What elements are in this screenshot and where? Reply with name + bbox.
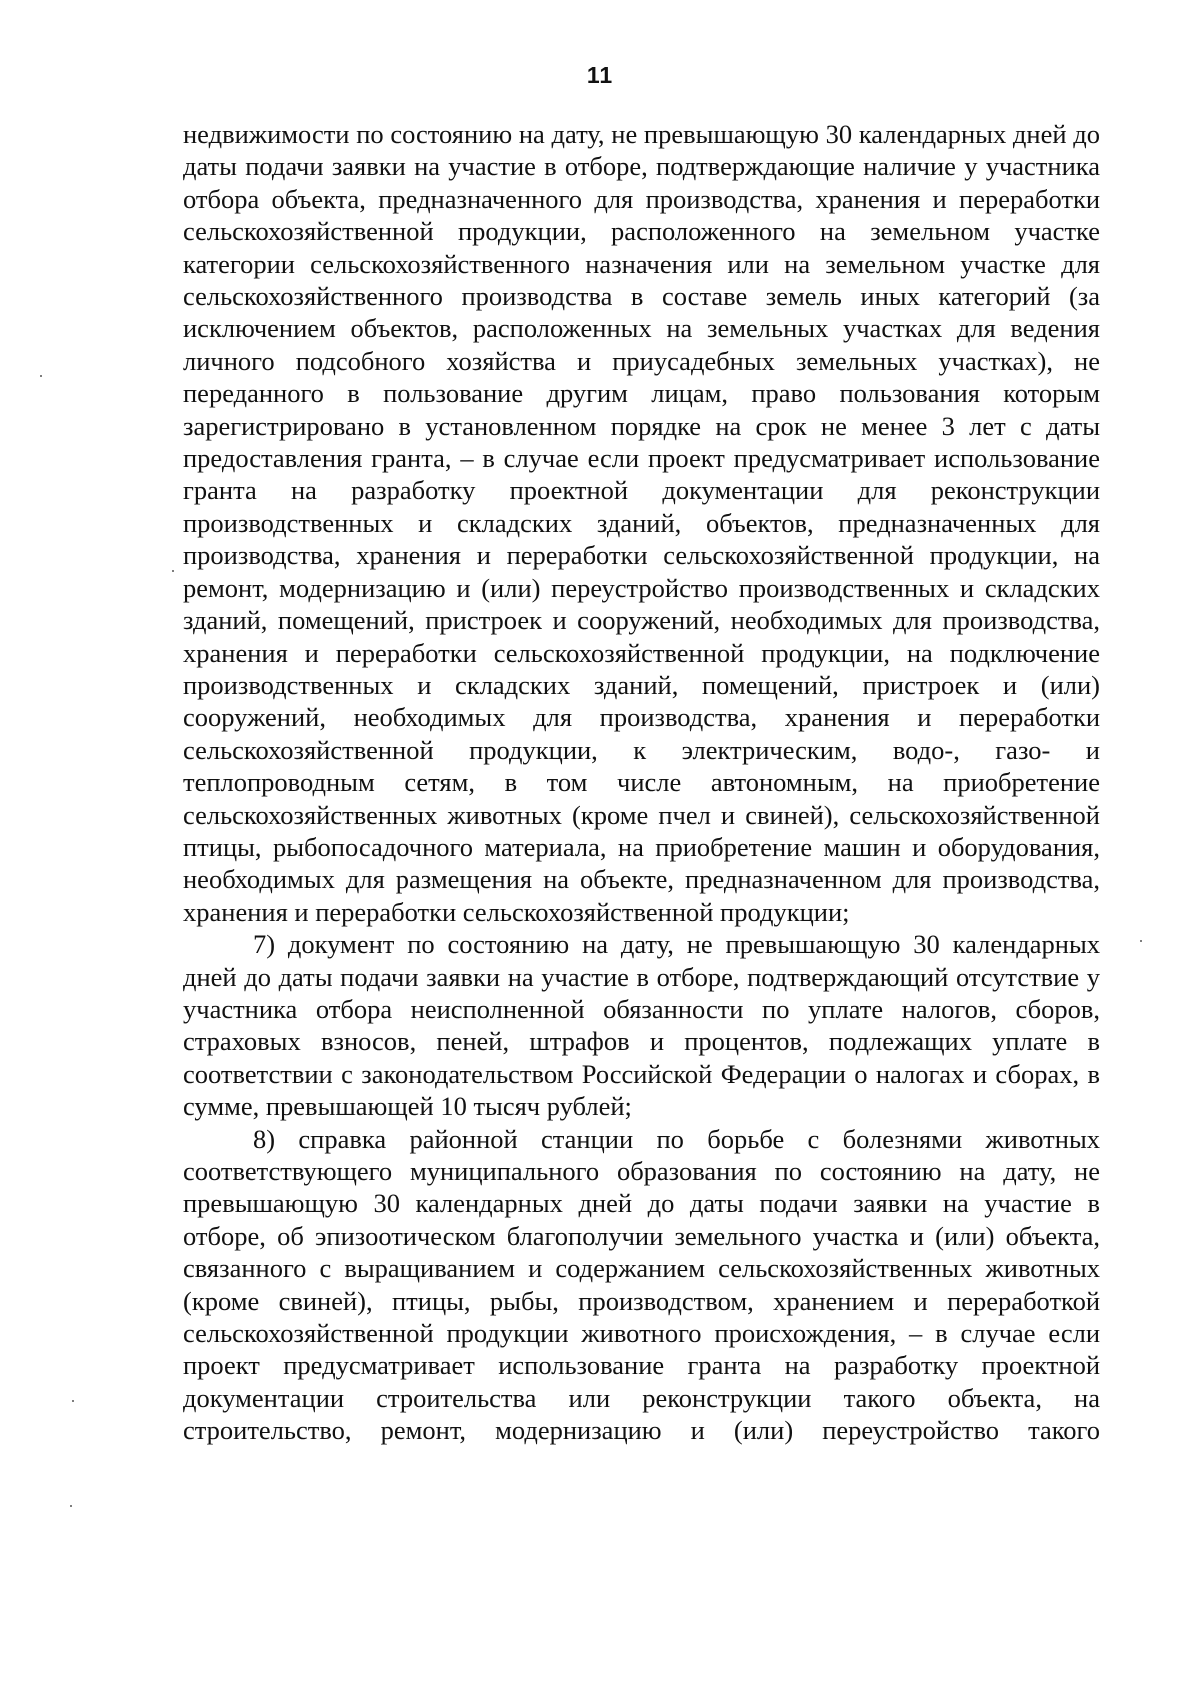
paragraph-item-8: 8) справка районной станции по борьбе с болезнями животных соответствующего муниципального образования по состоянию на дату, не превышающую 30 календарных дней до даты подачи заявки на участие в отборе, об эпизоотическом благополучии земельного участка и (или) объекта, связанного с выращиванием и содержанием сельскохозяйственных животных (кроме свиней), птицы, рыбы, производством, хранением и переработкой сельскохозяйственной продукции животного происхождения, – в случае если проект предусматривает использование гранта на разработку проектной документации строительства или реконструкции такого объекта, на строительство, ремонт, модернизацию и (или) переустройство такого — [183, 1123, 1100, 1446]
paragraph-continuation: недвижимости по состоянию на дату, не превышающую 30 календарных дней до даты подачи заявки на участие в отборе, подтверждающие наличие у участника отбора объекта, предназначенного для производства, хранения и переработки сельскохозяйственной продукции, расположенного на земельном участке категории сельскохозяйственного назначения или на земельном участке для сельскохозяйственного производства в составе земель иных категорий (за исключением объектов, расположенных на земельных участках для ведения личного подсобного хозяйства и приусадебных земельных участках), не переданного в пользование другим лицам, право пользования которым зарегистрировано в установленном порядке на срок не менее 3 лет с даты предоставления гранта, – в случае если проект предусматривает использование гранта на разработку проектной документации для реконструкции производственных и складских зданий, объектов, предназначенных для производства, хранения и переработки сельскохозяйственной продукции, на ремонт, модернизацию и (или) переустройство производственных и складских зданий, помещений, пристроек и сооружений, необходимых для производства, хранения и переработки сельскохозяйственной продукции, на подключение производственных и складских зданий, помещений, пристроек и (или) сооружений, необходимых для производства, хранения и переработки сельскохозяйственной продукции, к электрическим, водо-, газо- и теплопроводным сетям, в том числе автономным, на приобретение сельскохозяйственных животных (кроме пчел и свиней), сельскохозяйственной птицы, рыбопосадочного материала, на приобретение машин и оборудования, необходимых для размещения на объекте, предназначенном для производства, хранения и переработки сельскохозяйственной продукции; — [183, 119, 1100, 927]
scan-speck — [40, 375, 42, 377]
scan-speck — [172, 570, 174, 572]
paragraph-item-7: 7) документ по состоянию на дату, не превышающую 30 календарных дней до даты подачи заявки на участие в отборе, подтверждающий отсутствие у участника отбора неисполненной обязанности по уплате налогов, сборов, страховых взносов, пеней, штрафов и процентов, подлежащих уплате в соответствии с законодательством Российской Федерации о налогах и сборах, в сумме, превышающей 10 тысяч рублей; — [183, 929, 1100, 1122]
document-body — [183, 118, 1100, 1447]
scan-speck — [70, 1505, 72, 1507]
scan-speck — [72, 1400, 74, 1402]
scan-speck — [1140, 940, 1142, 942]
page-number: 11 — [586, 62, 614, 88]
